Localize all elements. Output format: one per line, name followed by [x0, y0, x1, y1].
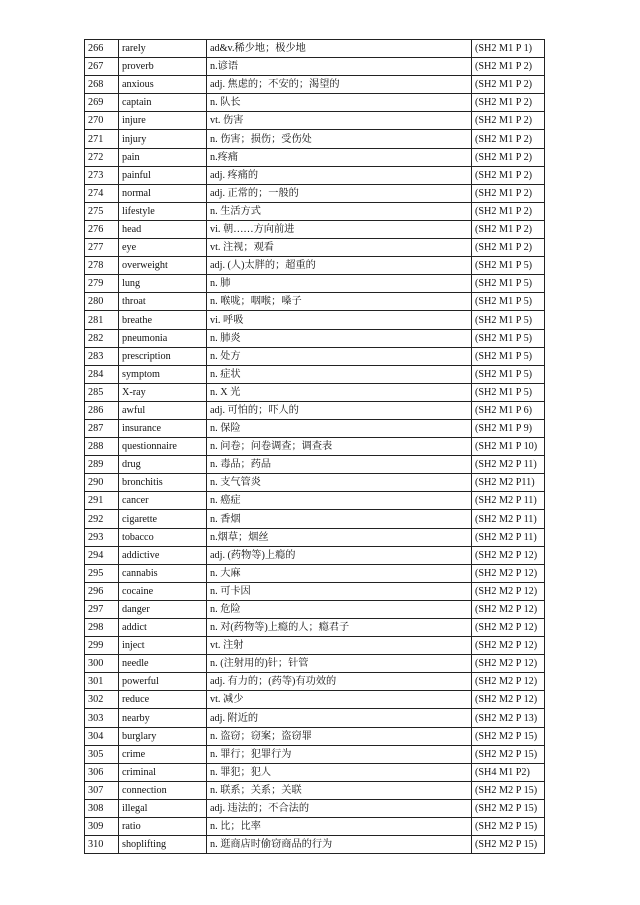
entry-source: (SH2 M2 P 15) [472, 799, 545, 817]
entry-word: overweight [119, 257, 207, 275]
table-row [85, 257, 545, 275]
entry-number: 268 [85, 76, 119, 94]
table-row [85, 365, 545, 383]
entry-word: cannabis [119, 564, 207, 582]
entry-number: 284 [85, 365, 119, 383]
table-row [85, 528, 545, 546]
table-row [85, 438, 545, 456]
entry-number: 306 [85, 763, 119, 781]
table-row [85, 383, 545, 401]
entry-word: anxious [119, 76, 207, 94]
entry-definition: n. 罪犯；犯人 [207, 763, 472, 781]
entry-word: cocaine [119, 582, 207, 600]
table-row [85, 202, 545, 220]
table-row [85, 419, 545, 437]
entry-definition: n. 支气管炎 [207, 474, 472, 492]
entry-definition: n. (注射用的)针；针管 [207, 655, 472, 673]
entry-word: cigarette [119, 510, 207, 528]
entry-definition: n. 肺 [207, 275, 472, 293]
entry-definition: adj. 正常的；一般的 [207, 184, 472, 202]
entry-source: (SH2 M1 P 2) [472, 166, 545, 184]
entry-source: (SH2 M2 P 12) [472, 655, 545, 673]
entry-number: 269 [85, 94, 119, 112]
entry-number: 266 [85, 40, 119, 58]
entry-number: 308 [85, 799, 119, 817]
entry-word: ratio [119, 818, 207, 836]
entry-number: 289 [85, 456, 119, 474]
entry-definition: adj. 焦虑的；不安的；渴望的 [207, 76, 472, 94]
entry-source: (SH2 M1 P 2) [472, 76, 545, 94]
entry-definition: n. 香烟 [207, 510, 472, 528]
table-row [85, 40, 545, 58]
entry-source: (SH2 M2 P 12) [472, 673, 545, 691]
entry-word: throat [119, 293, 207, 311]
entry-source: (SH4 M1 P2) [472, 763, 545, 781]
table-row [85, 619, 545, 637]
entry-word: pain [119, 148, 207, 166]
entry-definition: n. 联系；关系；关联 [207, 781, 472, 799]
entry-source: (SH2 M1 P 5) [472, 275, 545, 293]
entry-source: (SH2 M2 P 12) [472, 637, 545, 655]
entry-word: questionnaire [119, 438, 207, 456]
entry-number: 282 [85, 329, 119, 347]
table-row [85, 745, 545, 763]
entry-number: 285 [85, 383, 119, 401]
table-row [85, 655, 545, 673]
entry-number: 278 [85, 257, 119, 275]
entry-number: 281 [85, 311, 119, 329]
entry-word: reduce [119, 691, 207, 709]
table-row [85, 582, 545, 600]
entry-definition: n. 可卡因 [207, 582, 472, 600]
entry-number: 290 [85, 474, 119, 492]
entry-word: X-ray [119, 383, 207, 401]
entry-source: (SH2 M1 P 9) [472, 419, 545, 437]
entry-number: 272 [85, 148, 119, 166]
table-row [85, 799, 545, 817]
entry-definition: adj. (人)太胖的；超重的 [207, 257, 472, 275]
table-row [85, 691, 545, 709]
entry-source: (SH2 M1 P 5) [472, 257, 545, 275]
entry-definition: n. 肺炎 [207, 329, 472, 347]
table-row [85, 492, 545, 510]
entry-definition: n.烟草；烟丝 [207, 528, 472, 546]
table-row [85, 311, 545, 329]
entry-source: (SH2 M1 P 2) [472, 220, 545, 238]
entry-definition: n. 癌症 [207, 492, 472, 510]
entry-number: 303 [85, 709, 119, 727]
entry-definition: adj. 疼痛的 [207, 166, 472, 184]
table-row [85, 546, 545, 564]
entry-source: (SH2 M2 P 12) [472, 546, 545, 564]
table-row [85, 510, 545, 528]
entry-source: (SH2 M2 P 12) [472, 564, 545, 582]
entry-definition: vt. 伤害 [207, 112, 472, 130]
entry-number: 309 [85, 818, 119, 836]
entry-definition: n. 队长 [207, 94, 472, 112]
entry-source: (SH2 M2 P 11) [472, 456, 545, 474]
entry-source: (SH2 M2 P 12) [472, 619, 545, 637]
entry-definition: n. 问卷；问卷调查；调查表 [207, 438, 472, 456]
entry-definition: n. 危险 [207, 600, 472, 618]
entry-word: drug [119, 456, 207, 474]
entry-definition: n.谚语 [207, 58, 472, 76]
entry-word: danger [119, 600, 207, 618]
entry-source: (SH2 M2 P 11) [472, 492, 545, 510]
entry-word: needle [119, 655, 207, 673]
entry-number: 274 [85, 184, 119, 202]
table-row [85, 76, 545, 94]
entry-word: shoplifting [119, 836, 207, 854]
entry-source: (SH2 M2 P 12) [472, 582, 545, 600]
entry-word: crime [119, 745, 207, 763]
entry-source: (SH2 M1 P 6) [472, 401, 545, 419]
entry-word: addictive [119, 546, 207, 564]
entry-definition: n. 喉咙；咽喉；嗓子 [207, 293, 472, 311]
entry-word: symptom [119, 365, 207, 383]
entry-number: 310 [85, 836, 119, 854]
entry-definition: vi. 朝……方向前进 [207, 220, 472, 238]
entry-definition: vt. 注射 [207, 637, 472, 655]
entry-number: 294 [85, 546, 119, 564]
table-row [85, 474, 545, 492]
table-row [85, 637, 545, 655]
table-row [85, 818, 545, 836]
table-row [85, 239, 545, 257]
entry-definition: n.疼痛 [207, 148, 472, 166]
entry-definition: n. 比；比率 [207, 818, 472, 836]
entry-word: connection [119, 781, 207, 799]
vocabulary-table-body [85, 40, 545, 854]
entry-word: lung [119, 275, 207, 293]
entry-source: (SH2 M1 P 5) [472, 311, 545, 329]
entry-number: 273 [85, 166, 119, 184]
entry-number: 302 [85, 691, 119, 709]
entry-definition: adj. (药物等)上瘾的 [207, 546, 472, 564]
table-row [85, 184, 545, 202]
table-row [85, 836, 545, 854]
entry-number: 270 [85, 112, 119, 130]
entry-definition: n. 逛商店时偷窃商品的行为 [207, 836, 472, 854]
entry-word: tobacco [119, 528, 207, 546]
entry-number: 291 [85, 492, 119, 510]
entry-definition: vi. 呼吸 [207, 311, 472, 329]
table-row [85, 275, 545, 293]
table-row [85, 673, 545, 691]
table-row [85, 166, 545, 184]
entry-source: (SH2 M2 P11) [472, 474, 545, 492]
entry-word: injury [119, 130, 207, 148]
entry-number: 307 [85, 781, 119, 799]
entry-definition: n. 盗窃；窃案；盗窃罪 [207, 727, 472, 745]
entry-definition: adj. 可怕的；吓人的 [207, 401, 472, 419]
entry-number: 292 [85, 510, 119, 528]
table-row [85, 401, 545, 419]
entry-source: (SH2 M2 P 11) [472, 528, 545, 546]
entry-definition: adj. 违法的；不合法的 [207, 799, 472, 817]
entry-source: (SH2 M1 P 10) [472, 438, 545, 456]
entry-word: cancer [119, 492, 207, 510]
entry-word: prescription [119, 347, 207, 365]
entry-source: (SH2 M1 P 2) [472, 130, 545, 148]
entry-source: (SH2 M1 P 5) [472, 329, 545, 347]
entry-source: (SH2 M1 P 2) [472, 239, 545, 257]
entry-number: 287 [85, 419, 119, 437]
entry-definition: n. 保险 [207, 419, 472, 437]
entry-source: (SH2 M2 P 15) [472, 745, 545, 763]
table-row [85, 347, 545, 365]
table-row [85, 763, 545, 781]
entry-word: normal [119, 184, 207, 202]
entry-source: (SH2 M1 P 1) [472, 40, 545, 58]
entry-number: 297 [85, 600, 119, 618]
entry-source: (SH2 M1 P 2) [472, 202, 545, 220]
entry-number: 275 [85, 202, 119, 220]
entry-word: addict [119, 619, 207, 637]
entry-source: (SH2 M1 P 5) [472, 383, 545, 401]
entry-word: nearby [119, 709, 207, 727]
vocabulary-table [84, 39, 545, 854]
table-row [85, 456, 545, 474]
entry-number: 293 [85, 528, 119, 546]
table-row [85, 781, 545, 799]
entry-source: (SH2 M2 P 15) [472, 836, 545, 854]
table-row [85, 727, 545, 745]
entry-word: powerful [119, 673, 207, 691]
entry-source: (SH2 M2 P 12) [472, 600, 545, 618]
entry-source: (SH2 M1 P 5) [472, 347, 545, 365]
entry-word: rarely [119, 40, 207, 58]
entry-number: 299 [85, 637, 119, 655]
entry-definition: n. 处方 [207, 347, 472, 365]
entry-number: 276 [85, 220, 119, 238]
entry-definition: n. 毒品；药品 [207, 456, 472, 474]
entry-source: (SH2 M1 P 2) [472, 148, 545, 166]
entry-definition: adj. 有力的；(药等)有功效的 [207, 673, 472, 691]
entry-source: (SH2 M2 P 15) [472, 818, 545, 836]
entry-source: (SH2 M2 P 13) [472, 709, 545, 727]
entry-number: 300 [85, 655, 119, 673]
entry-source: (SH2 M1 P 2) [472, 94, 545, 112]
entry-number: 280 [85, 293, 119, 311]
entry-word: captain [119, 94, 207, 112]
entry-number: 296 [85, 582, 119, 600]
entry-definition: n. 罪行；犯罪行为 [207, 745, 472, 763]
entry-source: (SH2 M1 P 2) [472, 112, 545, 130]
table-row [85, 709, 545, 727]
entry-word: lifestyle [119, 202, 207, 220]
entry-word: insurance [119, 419, 207, 437]
table-row [85, 600, 545, 618]
entry-number: 288 [85, 438, 119, 456]
entry-word: burglary [119, 727, 207, 745]
entry-definition: n. 对(药物等)上瘾的人；瘾君子 [207, 619, 472, 637]
entry-word: pneumonia [119, 329, 207, 347]
entry-source: (SH2 M2 P 11) [472, 510, 545, 528]
table-row [85, 148, 545, 166]
table-row [85, 220, 545, 238]
entry-word: head [119, 220, 207, 238]
entry-source: (SH2 M1 P 2) [472, 184, 545, 202]
entry-number: 301 [85, 673, 119, 691]
entry-word: criminal [119, 763, 207, 781]
entry-source: (SH2 M2 P 12) [472, 691, 545, 709]
entry-source: (SH2 M1 P 5) [472, 293, 545, 311]
entry-definition: n. 症状 [207, 365, 472, 383]
table-row [85, 329, 545, 347]
entry-source: (SH2 M1 P 2) [472, 58, 545, 76]
entry-word: awful [119, 401, 207, 419]
entry-number: 271 [85, 130, 119, 148]
entry-source: (SH2 M2 P 15) [472, 781, 545, 799]
entry-number: 283 [85, 347, 119, 365]
entry-definition: n. 伤害；损伤；受伤处 [207, 130, 472, 148]
table-row [85, 112, 545, 130]
entry-word: eye [119, 239, 207, 257]
entry-word: bronchitis [119, 474, 207, 492]
entry-number: 279 [85, 275, 119, 293]
entry-word: injure [119, 112, 207, 130]
entry-number: 298 [85, 619, 119, 637]
table-row [85, 94, 545, 112]
entry-number: 295 [85, 564, 119, 582]
entry-word: proverb [119, 58, 207, 76]
entry-definition: ad&v.稀少地；极少地 [207, 40, 472, 58]
entry-word: painful [119, 166, 207, 184]
entry-word: illegal [119, 799, 207, 817]
entry-definition: adj. 附近的 [207, 709, 472, 727]
entry-number: 267 [85, 58, 119, 76]
entry-number: 305 [85, 745, 119, 763]
entry-definition: vt. 注视；观看 [207, 239, 472, 257]
entry-source: (SH2 M1 P 5) [472, 365, 545, 383]
table-row [85, 130, 545, 148]
entry-number: 277 [85, 239, 119, 257]
table-row [85, 564, 545, 582]
entry-word: breathe [119, 311, 207, 329]
entry-definition: n. X 光 [207, 383, 472, 401]
table-row [85, 293, 545, 311]
entry-definition: n. 大麻 [207, 564, 472, 582]
entry-word: inject [119, 637, 207, 655]
entry-number: 304 [85, 727, 119, 745]
table-row [85, 58, 545, 76]
entry-definition: n. 生活方式 [207, 202, 472, 220]
entry-source: (SH2 M2 P 15) [472, 727, 545, 745]
entry-definition: vt. 减少 [207, 691, 472, 709]
entry-number: 286 [85, 401, 119, 419]
